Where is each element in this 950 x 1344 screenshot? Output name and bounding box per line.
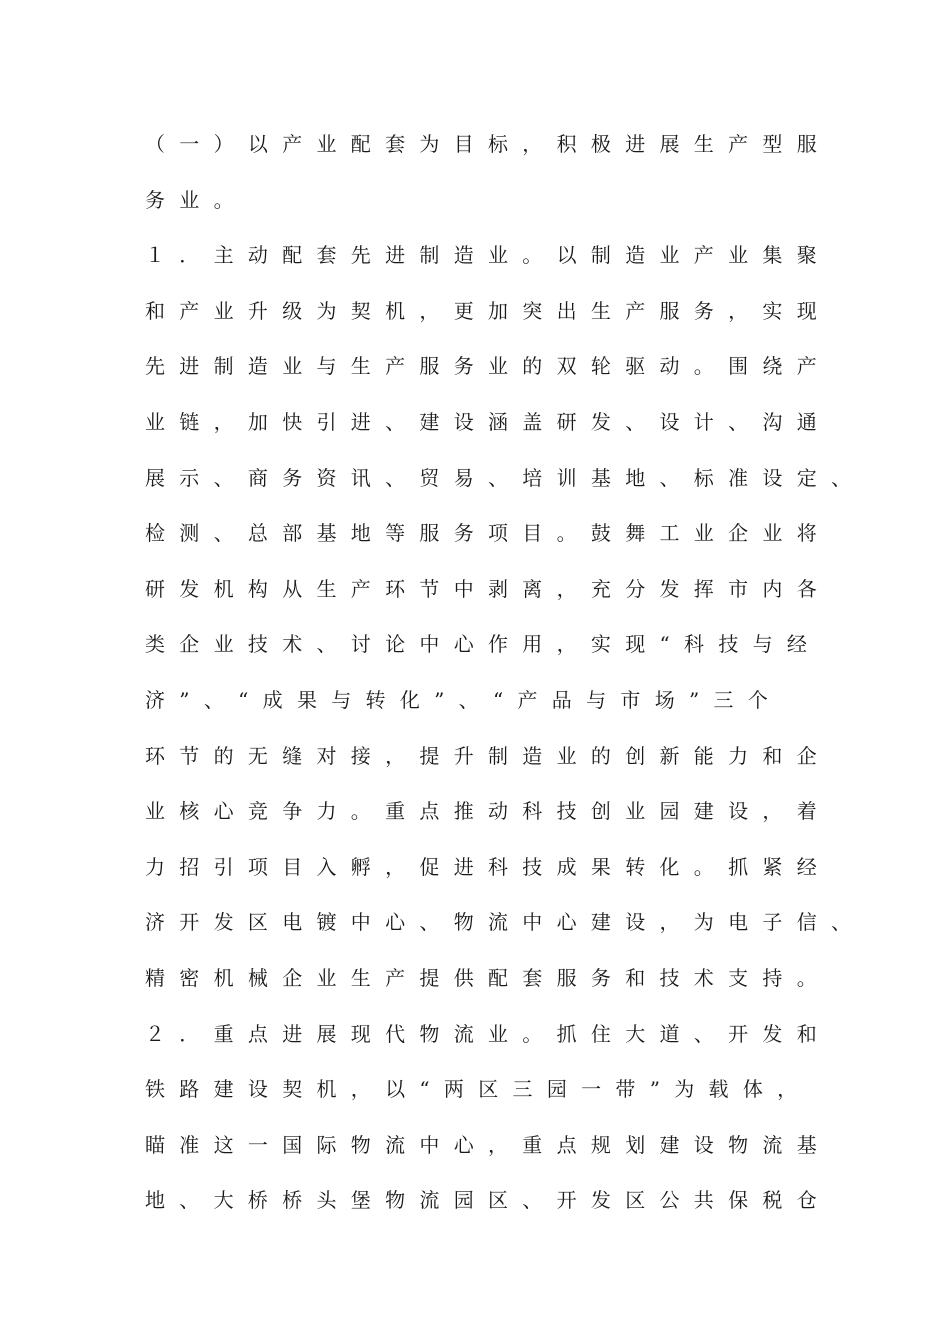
text-line-16: 精密机械企业生产提供配套服务和技术支持。 <box>145 965 831 990</box>
text-line-5: 先进制造业与生产服务业的双轮驱动。围绕产 <box>145 354 831 379</box>
text-line-7: 展示、商务资讯、贸易、培训基地、标准设定、 <box>145 465 866 490</box>
text-line-4: 和产业升级为契机，更加突出生产服务，实现 <box>145 298 831 323</box>
text-line-18: 铁路建设契机，以“两区三园一带”为载体， <box>145 1077 812 1102</box>
text-line-13: 业核心竞争力。重点推动科技创业园建设，着 <box>145 799 831 824</box>
text-line-11: 济”、“成果与转化”、“产品与市场”三个 <box>145 687 783 712</box>
text-line-10: 类企业技术、讨论中心作用，实现“科技与经 <box>145 632 822 657</box>
text-line-14: 力招引项目入孵，促进科技成果转化。抓紧经 <box>145 854 831 879</box>
text-line-19: 瞄准这一国际物流中心，重点规划建设物流基 <box>145 1132 831 1157</box>
text-line-15: 济开发区电镀中心、物流中心建设，为电子信、 <box>145 910 866 935</box>
text-line-20: 地、大桥桥头堡物流园区、开发区公共保税仓 <box>145 1188 831 1213</box>
text-line-1: （一）以产业配套为目标，积极进展生产型服 <box>145 132 831 156</box>
text-line-8: 检测、总部基地等服务项目。鼓舞工业企业将 <box>145 521 831 546</box>
text-line-17: ２．重点进展现代物流业。抓住大道、开发和 <box>145 1021 831 1046</box>
text-line-12: 环节的无缝对接，提升制造业的创新能力和企 <box>145 743 831 768</box>
text-line-2: 务业。 <box>145 187 248 212</box>
text-line-9: 研发机构从生产环节中剥离，充分发挥市内各 <box>145 576 831 601</box>
text-line-3: １．主动配套先进制造业。以制造业产业集聚 <box>145 243 831 268</box>
text-line-6: 业链，加快引进、建设涵盖研发、设计、沟通 <box>145 409 831 434</box>
body-text <box>145 124 866 1236</box>
